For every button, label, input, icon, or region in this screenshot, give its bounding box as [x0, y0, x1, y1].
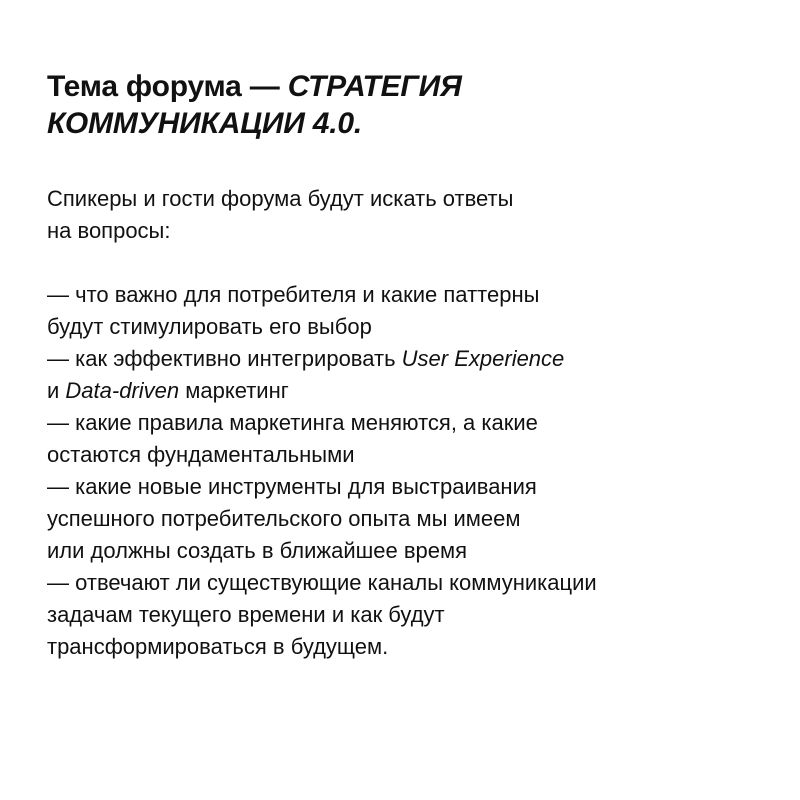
title-line-1	[47, 68, 767, 105]
forum-topic-card	[47, 68, 767, 663]
list-item-line: — что важно для потребителя и какие паттерны	[47, 282, 540, 307]
list-item-line: остаются фундаментальными	[47, 442, 355, 467]
list-item-line	[47, 375, 767, 407]
list-item-line: трансформироваться в будущем.	[47, 634, 389, 659]
list-item	[47, 279, 767, 343]
intro-line-1: Спикеры и гости форума будут искать ответы	[47, 186, 514, 211]
list-item-line: — какие правила маркетинга меняются, а какие	[47, 410, 538, 435]
list-item	[47, 343, 767, 407]
questions-list	[47, 279, 767, 663]
list-item	[47, 471, 767, 567]
title-emphasis-1: СТРАТЕГИЯ	[287, 70, 462, 103]
list-item-line: — отвечают ли существующие каналы коммуникации	[47, 570, 597, 595]
list-item-text: и	[47, 378, 66, 403]
list-item-line	[47, 343, 767, 375]
list-item-line: будут стимулировать его выбор	[47, 314, 372, 339]
list-item-text: — как эффективно интегрировать	[47, 346, 402, 371]
title-plain: Тема форума —	[47, 70, 288, 103]
title-emphasis-2: КОММУНИКАЦИИ 4.0.	[47, 107, 363, 140]
intro-line-2: на вопросы:	[47, 218, 171, 243]
list-item	[47, 567, 767, 663]
list-item-line: успешного потребительского опыта мы имеем	[47, 506, 521, 531]
list-item	[47, 407, 767, 471]
data-driven-term: Data-driven	[65, 378, 180, 403]
intro-paragraph	[47, 183, 767, 247]
list-item-line: или должны создать в ближайшее время	[47, 538, 468, 563]
list-item-line: — какие новые инструменты для выстраивания	[47, 474, 537, 499]
user-experience-term: User Experience	[401, 346, 565, 371]
page-title	[47, 68, 767, 142]
list-item-text: маркетинг	[179, 378, 289, 403]
list-item-line: задачам текущего времени и как будут	[47, 602, 445, 627]
